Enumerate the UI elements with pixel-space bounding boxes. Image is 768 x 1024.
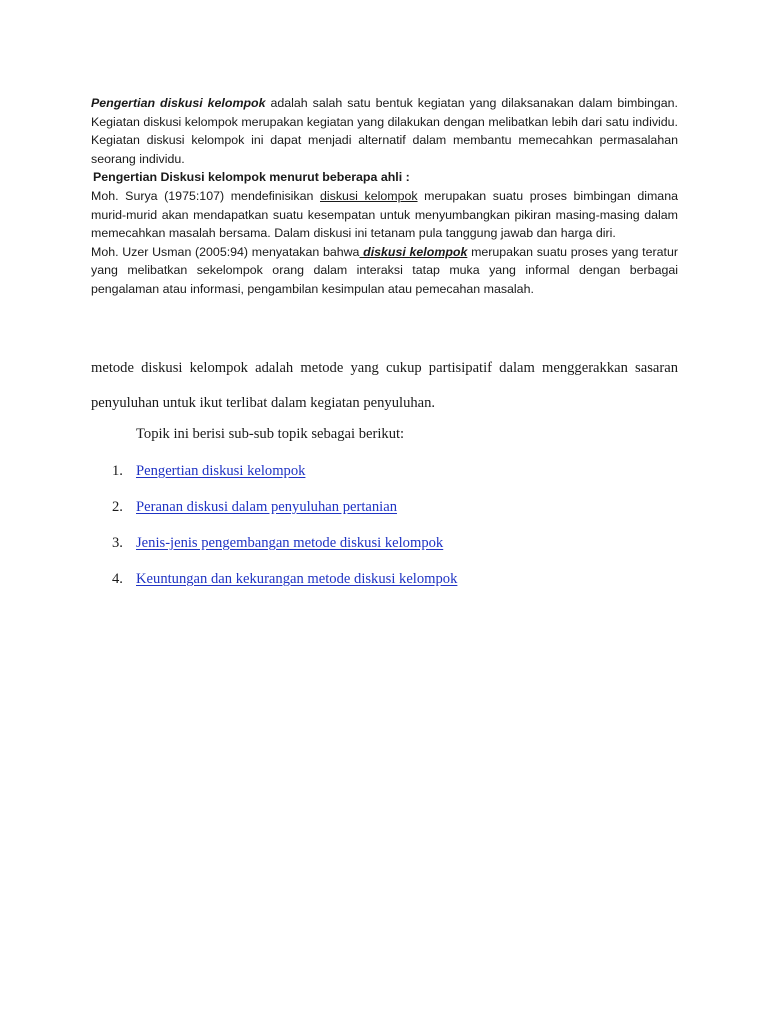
usman-after: merupakan suatu proses yang teratur yang melibatkan sekelompok orang dalam interaksi tatap muka yang informal dengan berbagai pengalaman atau informasi, pengambilan kesimpulan atau pemecahan masalah. <box>91 244 678 296</box>
list-item-number: 4. <box>112 571 123 587</box>
usman-term-link[interactable]: diskusi kelompok <box>359 244 468 259</box>
topic-link-pengertian[interactable]: Pengertian diskusi kelompok <box>136 463 306 479</box>
intro-paragraph <box>91 94 678 168</box>
topic-intro: Topik ini berisi sub-sub topik sebagai berikut: <box>136 426 405 442</box>
intro-text: adalah salah satu bentuk kegiatan yang dilaksanakan dalam bimbingan. Kegiatan diskusi kelompok merupakan kegiatan yang dilakukan dengan melibatkan lebih dari satu individu. Kegiatan diskusi kelompok ini dapat menjadi alternatif dalam membantu memecahkan permasalahan seorang individu. <box>91 96 678 166</box>
usman-before: Moh. Uzer Usman (2005:94) menyatakan bahwa <box>91 244 360 259</box>
list-item <box>91 461 457 497</box>
topic-list <box>91 461 457 605</box>
intro-term: Pengertian diskusi kelompok <box>91 96 266 110</box>
surya-after: merupakan suatu proses bimbingan dimana murid-murid akan mendapatkan suatu kesempatan untuk menyumbangkan pikiran masing-masing dalam memecahkan masalah bersama. Dalam diskusi ini tetanam pula tanggung jawab dan harga diri. <box>91 188 678 241</box>
list-item-number: 2. <box>112 499 123 515</box>
experts-heading-part1: Pengertian Diskusi kelompok <box>93 170 266 185</box>
method-paragraph: metode diskusi kelompok adalah metode yang cukup partisipatif dalam menggerakkan sasaran penyuluhan untuk ikut terlibat dalam kegiatan penyuluhan. <box>91 360 678 411</box>
topic-link-keuntungan[interactable]: Keuntungan dan kekurangan metode diskusi kelompok <box>136 571 458 587</box>
list-item-number: 1. <box>112 463 123 479</box>
experts-heading-part2: menurut beberapa ahli : <box>265 170 410 185</box>
surya-term-link[interactable]: diskusi kelompok <box>320 188 418 203</box>
topic-link-peranan[interactable]: Peranan diskusi dalam penyuluhan pertanian <box>136 499 397 515</box>
usman-paragraph <box>91 243 678 299</box>
list-item <box>91 569 457 605</box>
experts-heading <box>91 168 678 187</box>
list-item <box>91 533 457 569</box>
definitions-section <box>91 94 678 299</box>
topic-link-jenis[interactable]: Jenis-jenis pengembangan metode diskusi kelompok <box>136 535 444 551</box>
surya-before: Moh. Surya (1975:107) mendefinisikan <box>91 188 321 203</box>
list-item-number: 3. <box>112 535 123 551</box>
list-item <box>91 497 457 533</box>
surya-paragraph <box>91 187 678 243</box>
